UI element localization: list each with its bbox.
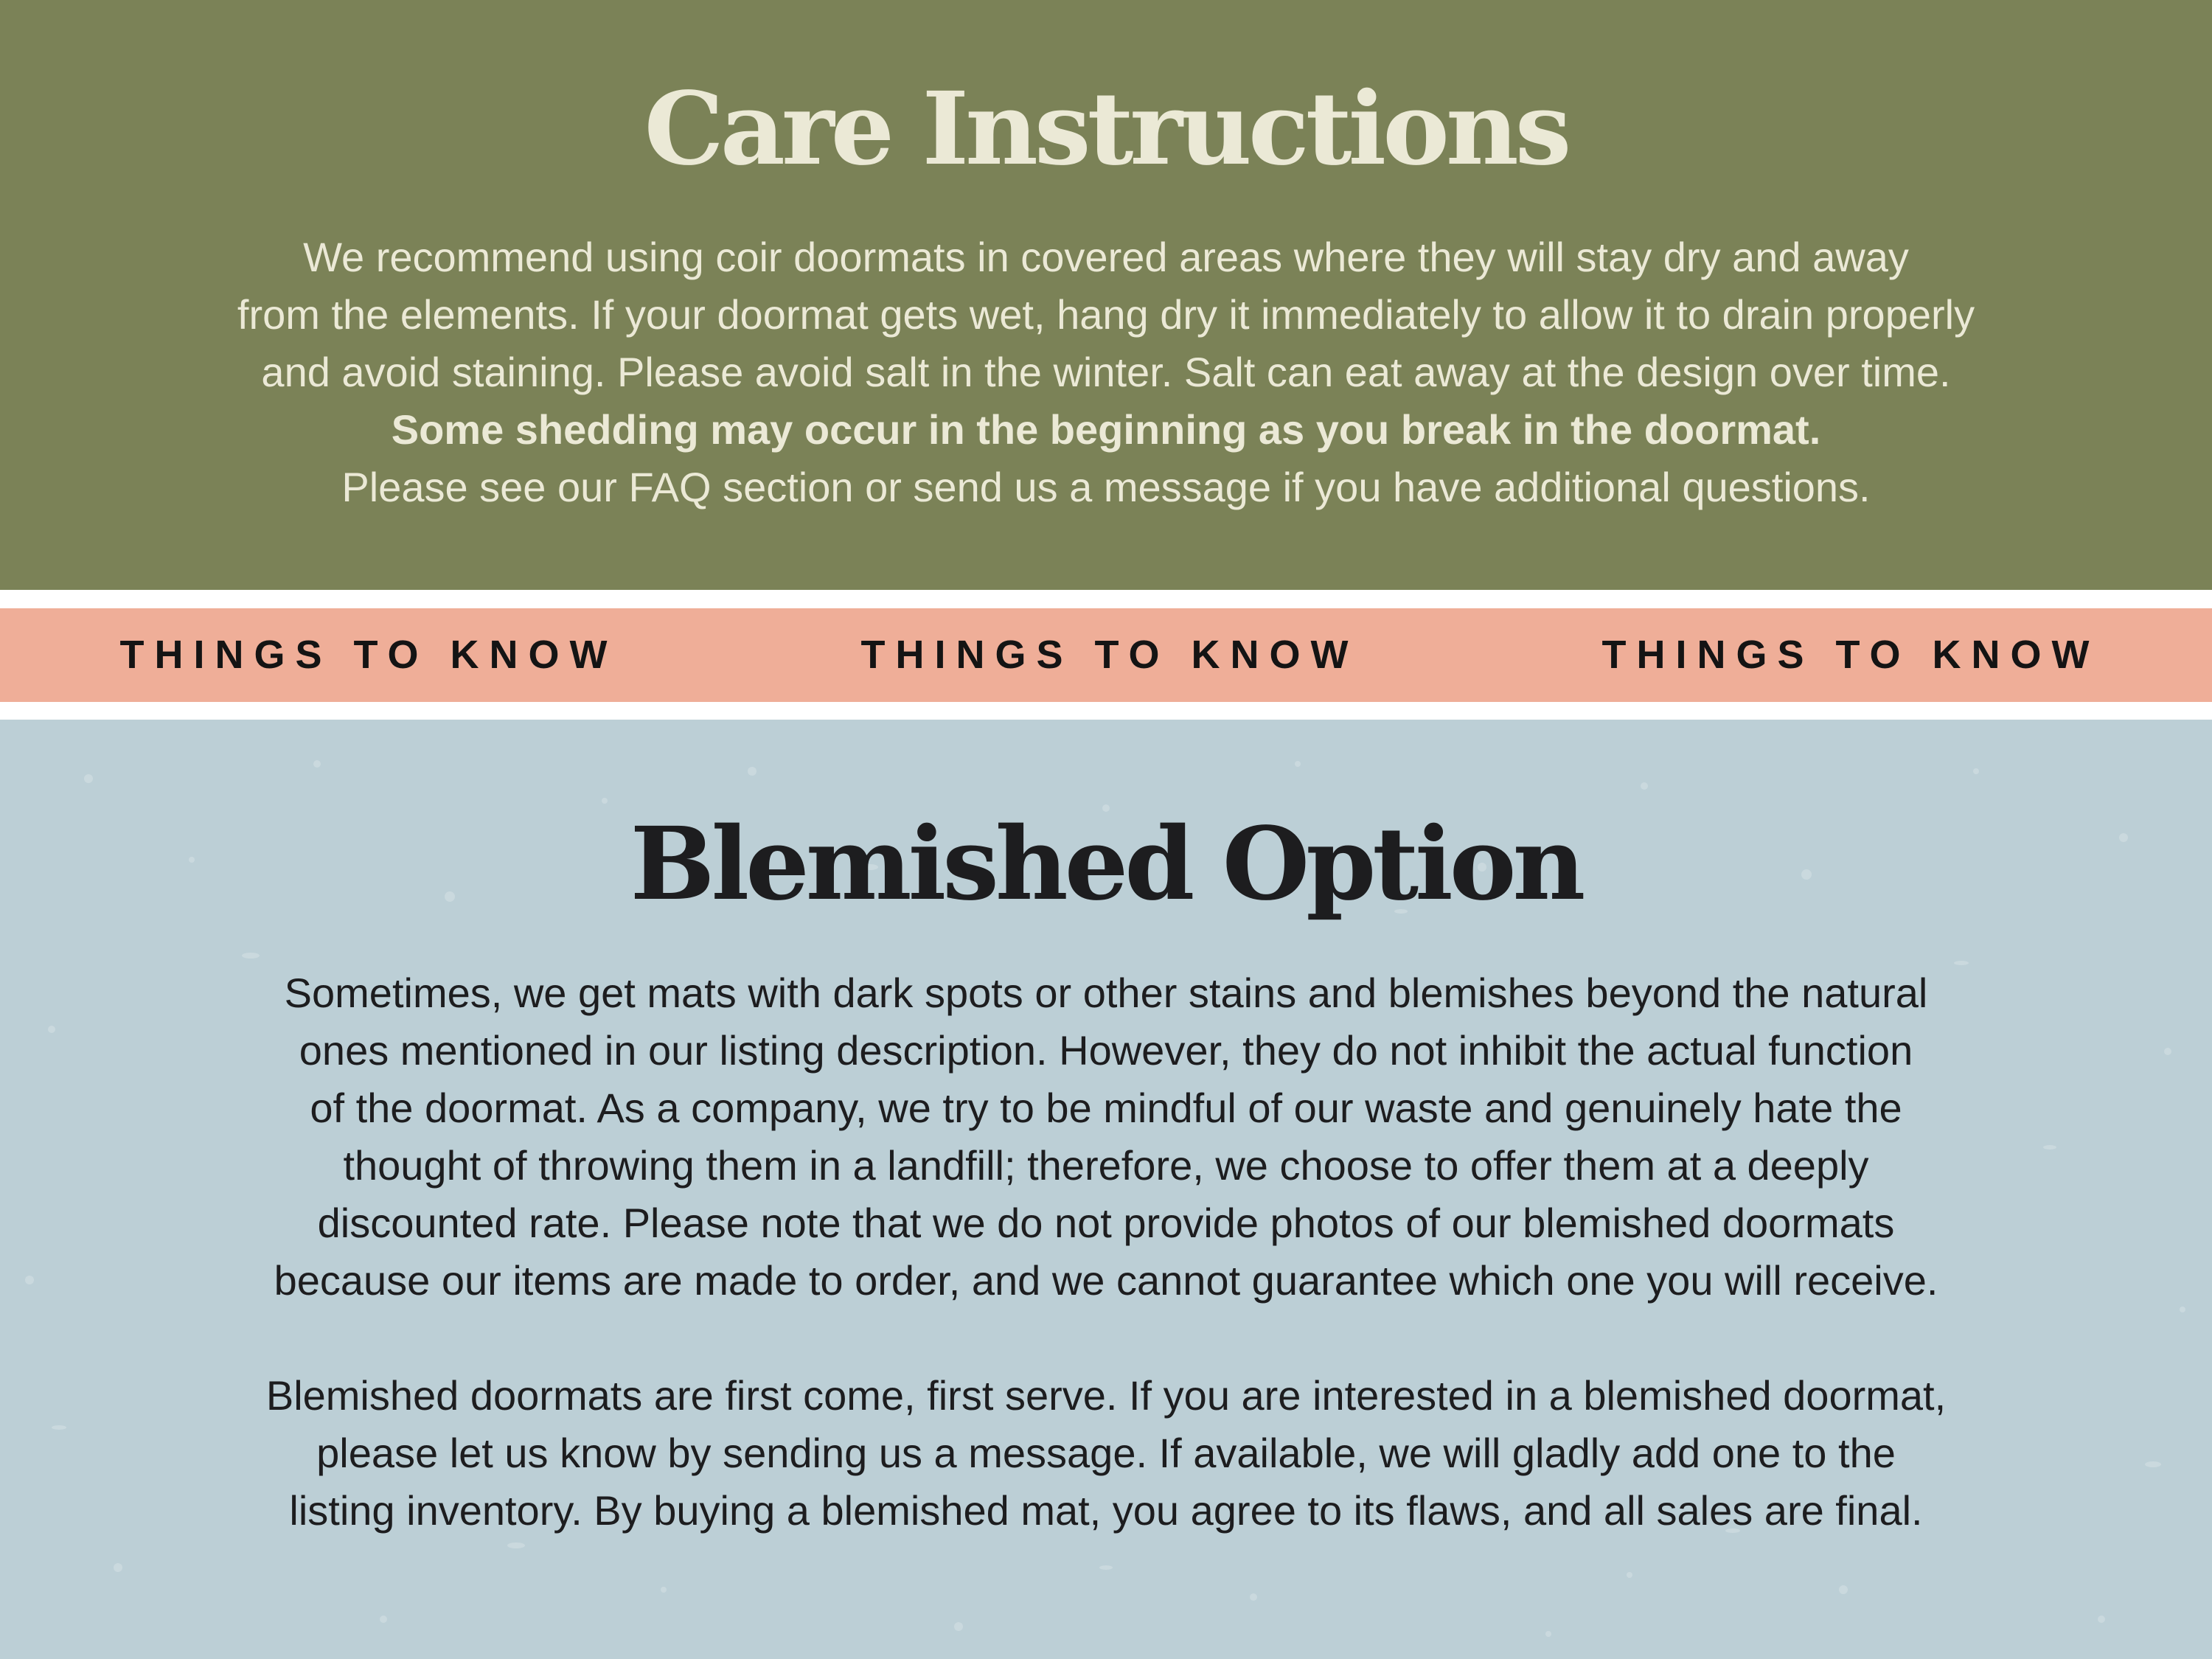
blemished-p1-line-1: Sometimes, we get mats with dark spots or other stains and blemishes beyond the natural bbox=[284, 970, 1928, 1016]
things-to-know-label-1: THINGS TO KNOW bbox=[119, 633, 618, 677]
blemished-p2-line-3: listing inventory. By buying a blemished mat, you agree to its flaws, and all sales are final. bbox=[289, 1487, 1923, 1534]
things-to-know-label-2: THINGS TO KNOW bbox=[860, 633, 1359, 677]
care-line-3: and avoid staining. Please avoid salt in the winter. Salt can eat away at the design over time. bbox=[261, 349, 1951, 395]
blemished-p2-line-2: please let us know by sending us a message. If available, we will gladly add one to the bbox=[316, 1430, 1896, 1476]
care-instructions-section bbox=[0, 0, 2212, 590]
blemished-p1-line-5: discounted rate. Please note that we do not provide photos of our blemished doormats bbox=[317, 1200, 1895, 1246]
care-line-2: from the elements. If your doormat gets wet, hang dry it immediately to allow it to drain properly bbox=[237, 291, 1975, 338]
blemished-p1-line-2: ones mentioned in our listing description. However, they do not inhibit the actual function bbox=[299, 1027, 1913, 1074]
blemished-option-body bbox=[0, 964, 2212, 1540]
blemished-p2-line-1: Blemished doormats are first come, first serve. If you are interested in a blemished doormat, bbox=[265, 1372, 1947, 1419]
care-instructions-title: Care Instructions bbox=[644, 70, 1568, 188]
blemished-p1-line-6: because our items are made to order, and we cannot guarantee which one you will receive. bbox=[274, 1257, 1938, 1304]
blemished-p1-line-3: of the doormat. As a company, we try to be mindful of our waste and genuinely hate the bbox=[310, 1085, 1902, 1131]
things-to-know-label-3: THINGS TO KNOW bbox=[1601, 633, 2100, 677]
care-instructions-body bbox=[0, 229, 2212, 516]
care-line-5: Please see our FAQ section or send us a message if you have additional questions. bbox=[341, 464, 1871, 510]
care-line-shedding-note: Some shedding may occur in the beginning as you break in the doormat. bbox=[391, 406, 1821, 453]
blemished-p1-line-4: thought of throwing them in a landfill; therefore, we choose to offer them at a deeply bbox=[343, 1142, 1869, 1189]
things-to-know-banner bbox=[0, 608, 2212, 702]
blemished-option-title: Blemished Option bbox=[630, 805, 1582, 923]
paragraph-gap bbox=[0, 1310, 2212, 1367]
care-line-1: We recommend using coir doormats in covered areas where they will stay dry and away bbox=[303, 234, 1909, 280]
blemished-option-section bbox=[0, 720, 2212, 1659]
